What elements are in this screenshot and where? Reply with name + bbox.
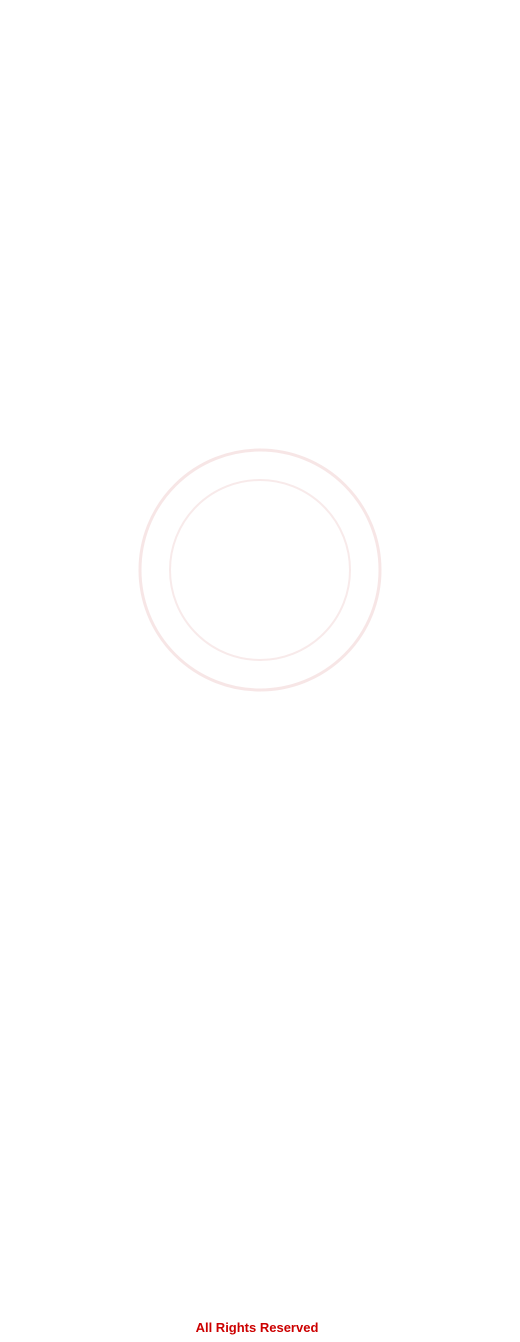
article-paragraph-10 — [10, 240, 510, 262]
article-paragraph-6 — [10, 136, 510, 158]
article-paragraph-4 — [10, 84, 510, 106]
article-paragraph-5 — [10, 110, 510, 132]
article-body — [10, 6, 510, 366]
page-footer — [0, 1320, 520, 1336]
article-paragraph-1 — [10, 6, 510, 28]
article-paragraph-3 — [10, 58, 510, 80]
article-paragraph-8 — [10, 188, 510, 210]
site-watermark-logo — [0, 380, 520, 760]
article-paragraph-14 — [10, 344, 510, 366]
article-paragraph-2 — [10, 32, 510, 54]
article-paragraph-12 — [10, 292, 510, 314]
article-paragraph-9 — [10, 214, 510, 236]
all-rights-reserved: All Rights Reserved — [195, 1320, 319, 1335]
article-paragraph-13 — [10, 318, 510, 340]
article-paragraph-7 — [10, 162, 510, 184]
article-paragraph-11 — [10, 266, 510, 288]
